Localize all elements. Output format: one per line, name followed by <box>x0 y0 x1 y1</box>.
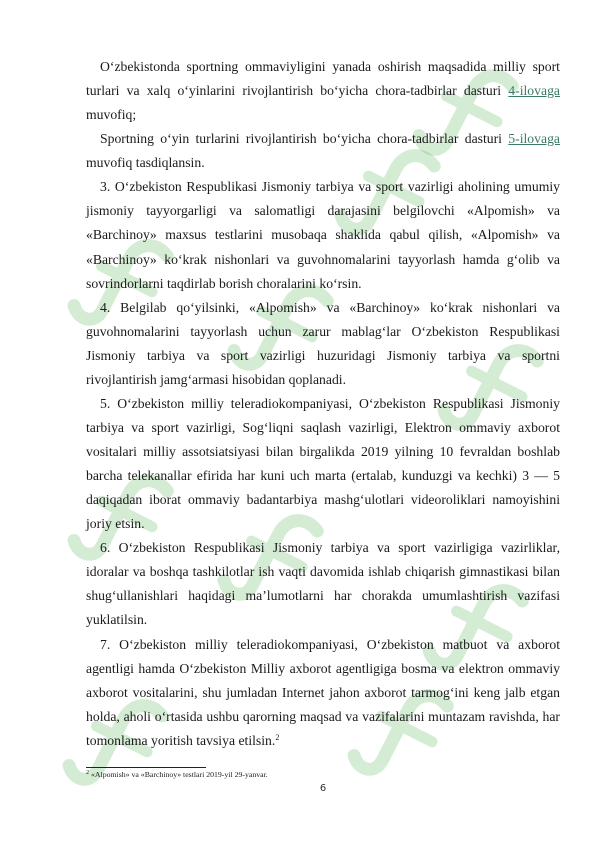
paragraph-item-4: 4. Belgilab qo‘yilsinki, «Alpomish» va «Barchinoy» ko‘krak nishonlari va guvohnomalarini tayyorlash uchun zarur mablag‘lar O‘zbekiston Respublikasi Jismoniy tarbiya va sport vazirligi huzuridagi Jismoniy tarbiya va sportni rivojlantirish jamg‘armasi hisobidan qoplanadi. <box>86 299 560 387</box>
page-number: 6 <box>319 783 327 794</box>
paragraph-item-7 <box>86 633 560 753</box>
paragraph-text: Sportning o‘yin turlarini rivojlantirish bo‘yicha chora-tadbirlar dasturi <box>100 131 509 147</box>
footnote-mark: 2 <box>86 770 89 776</box>
paragraph-text-tail: muvofiq; <box>86 107 137 123</box>
paragraph-item-6: 6. O‘zbekiston Respublikasi Jismoniy tarbiya va sport vazirligiga vazirliklar, idoralar va boshqa tashkilotlar ish vaqti davomida ishlab chiqarish gimnastikasi bilan shug‘ullanishlari haqidagi ma’lumotlarni har chorakda umumlashtirish vazifasi yuklatilsin. <box>86 540 560 628</box>
paragraph-annex-5 <box>86 127 560 175</box>
annex-4-link[interactable]: 4-ilovaga <box>508 83 560 99</box>
paragraph-item-5: 5. O‘zbekiston milliy teleradiokompaniyasi, O‘zbekiston Respublikasi Jismoniy tarbiya va sport vazirligi, Sog‘liqni saqlash vazirligi, Elektron ommaviy axborot vositalari milliy assotsiatsiyasi bilan birgalikda 2019 yilning 10 fevraldan boshlab barcha telekanallar efirida har kuni uch marta (ertalab, kunduzgi va kechki) 3 — 5 daqiqadan iborat ommaviy badantarbiya mashg‘ulotlari videoroliklari namoyishini joriy etsin. <box>86 395 560 532</box>
footnote-reference[interactable]: 2 <box>275 732 280 742</box>
footnote-text: «Alpomish» va «Barchinoy» testlari 2019-yil 29-yanvar. <box>91 770 268 779</box>
paragraph-text: 7. O‘zbekiston milliy teleradiokompaniyasi, O‘zbekiston matbuot va axborot agentligi hamda O‘zbekiston Milliy axborot agentligiga bosma va elektron ommaviy axborot vositalarini, shu jumladan Internet jahon axborot tarmog‘ini keng jalb etgan holda, aholi o‘rtasida ushbu qarorning maqsad va vazifalarini muntazam ravishda, har tomonlama yoritish tavsiya etilsin. <box>86 636 560 748</box>
footnote-separator <box>86 767 206 768</box>
paragraph-text: O‘zbekistonda sportning ommaviyligini yanada oshirish maqsadida milliy sport turlari va xalq o‘yinlarini rivojlantirish bo‘yicha chora-tadbirlar dasturi <box>86 59 560 99</box>
annex-5-link[interactable]: 5-ilovaga <box>508 131 560 147</box>
footnote <box>86 770 560 780</box>
paragraph-annex-4 <box>86 55 560 127</box>
paragraph-item-3: 3. O‘zbekiston Respublikasi Jismoniy tarbiya va sport vazirligi aholining umumiy jismoniy tayyorgarligi va salomatligi darajasini belgilovchi «Alpomish» va «Barchinoy» maxsus testlarini musobaqa shaklida qabul qilish, «Alpomish» va «Barchinoy» ko‘krak nishonlari va guvohnomalarini tayyorlash hamda g‘olib va sovrindorlarni taqdirlab borish choralarini ko‘rsin. <box>86 179 560 291</box>
document-body <box>86 55 560 753</box>
paragraph-text-tail: muvofiq tasdiqlansin. <box>86 155 205 171</box>
